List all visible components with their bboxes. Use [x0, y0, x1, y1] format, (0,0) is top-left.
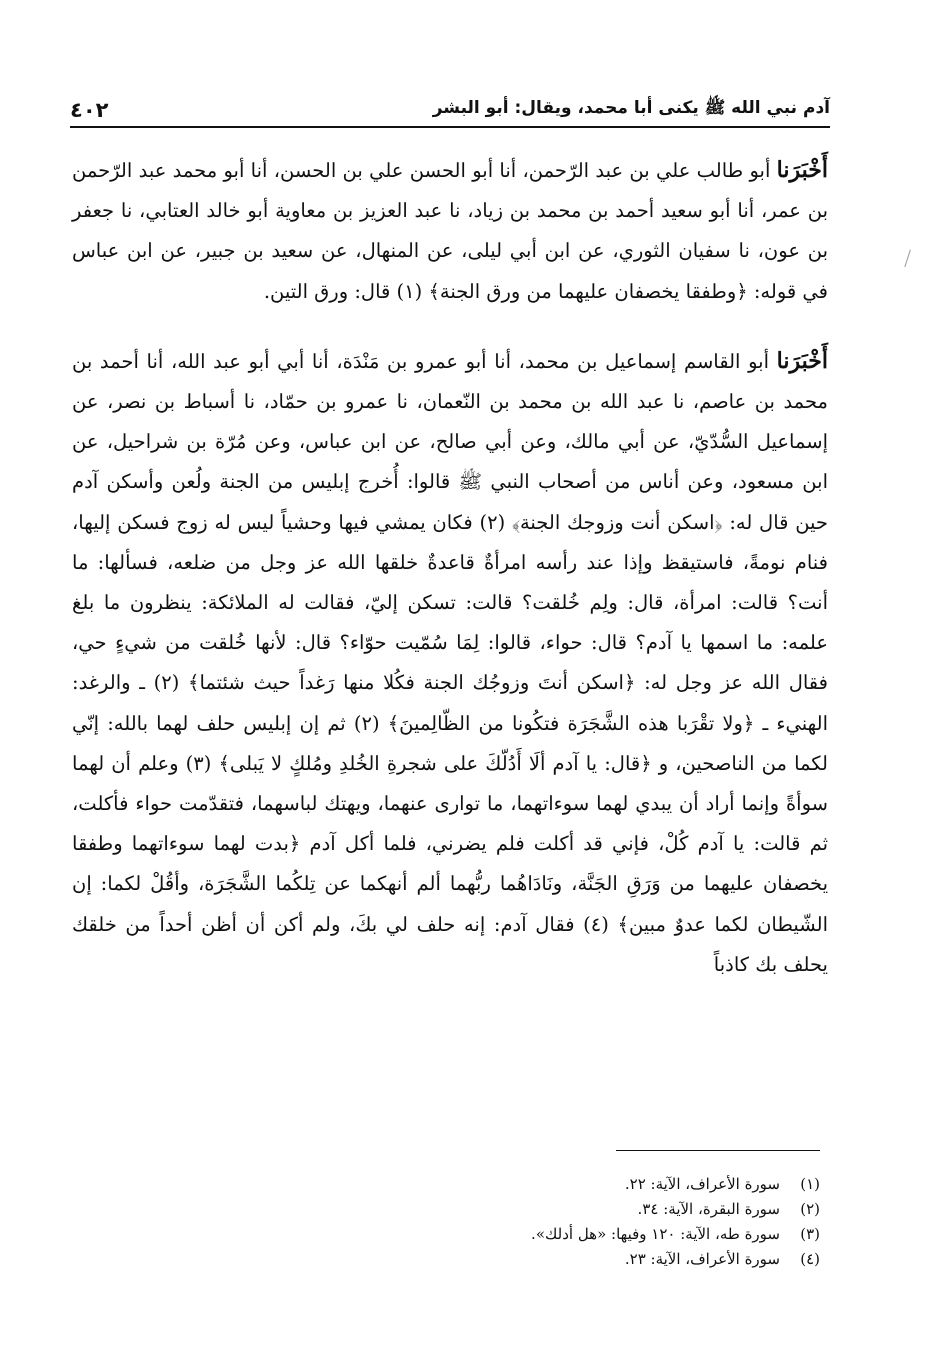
footnote-rule	[616, 1150, 820, 1151]
footnote-number: (٣)	[800, 1225, 820, 1243]
paragraph-1	[72, 150, 828, 312]
footnote-3	[72, 1222, 820, 1247]
footnote-number: (٤)	[800, 1250, 820, 1268]
footnote-text: سورة الأعراف، الآية: ٢٣.	[624, 1250, 780, 1268]
margin-mark	[904, 250, 914, 269]
footnote-number: (١)	[800, 1175, 820, 1193]
footnote-1	[72, 1172, 820, 1197]
footnote-number: (٢)	[800, 1200, 820, 1218]
footnote-4	[72, 1247, 820, 1272]
paragraph-text: أبو طالب علي بن عبد الرّحمن، أنا أبو الحسن علي بن الحسن، أنا أبو محمد عبد الرّحمن بن عمر، أنا أبو سعيد أحمد بن محمد بن زياد، نا عبد العزيز بن معاوية أبو خالد العتابي، نا جعفر بن عون، نا سفيان الثوري، عن ابن أبي ليلى، عن المنهال، عن سعيد بن جبير، عن ابن عباس في قوله: ﴿وطفقا يخصفان عليهما من ورق الجنة﴾ (١) قال: ورق التين.	[72, 159, 828, 303]
paragraph-2	[72, 341, 828, 985]
main-text	[72, 150, 828, 985]
footnote-text: سورة طه، الآية: ١٢٠ وفيها: «هل أدلك».	[531, 1225, 780, 1243]
header-title: آدم نبي الله ﷺ يكنى أبا محمد، ويقال: أبو البشر	[432, 98, 830, 118]
footnote-2	[72, 1197, 820, 1222]
paragraph-lead: أَخْبَرَنا	[776, 347, 828, 374]
footnote-text: سورة الأعراف، الآية: ٢٢.	[624, 1175, 780, 1193]
paragraph-text: أبو القاسم إسماعيل بن محمد، أنا أبو عمرو بن مَنْدَة، أنا أبي أبو عبد الله، أنا أحمد بن محمد بن عاصم، نا عبد الله بن محمد بن النّعمان، نا عمرو بن حمّاد، نا أسباط بن نصر، عن إسماعيل السُّدّيّ، عن أبي مالك، وعن أبي صالح، عن ابن عباس، وعن مُرّة بن شراحيل، عن ابن مسعود، وعن أناس من أصحاب النبي ﷺ قالوا: أُخرج إبليس من الجنة ولُعن وأسكن آدم حين قال له: ﴿اسكن أنت وزوجك الجنة﴾ (٢) فكان يمشي فيها وحشياً ليس له زوج فسكن إليها، فنام نومةً، فاستيقظ وإذا عند رأسه امرأةٌ قاعدةٌ خلقها الله عز وجل من ضلعه، فسألها: ما أنت؟ قالت: امرأة، قال: ولِم خُلقت؟ قالت: تسكن إليّ، فقالت له الملائكة: ينظرون ما بلغ علمه: ما اسمها يا آدم؟ قال: حواء، قالوا: لِمَا سُمّيت حوّاء؟ قال: لأنها خُلقت من شيءٍ حي، فقال الله عز وجل له: ﴿اسكن أنتَ وزوجُك الجنة فكُلا منها رَغداً حيث شئتما﴾ (٢) ـ والرغد: الهنيء ـ ﴿ولا تقْرَبا هذه الشَّجَرَة فتكُونا من الظّالِمينَ﴾ (٢) ثم إن إبليس حلف لهما بالله: إنّي لكما من الناصحين، و ﴿قال: يا آدم ألَا أَدُلّكَ على شجرةِ الخُلدِ ومُلكٍ لا يَبلى﴾ (٣) وعلم أن لهما سوأةً وإنما أراد أن يبدي لهما سوءاتهما، ما توارى عنهما، ويهتك لباسهما، فتقدّمت حواء فأكلت، ثم قالت: يا آدم كُلْ، فإني قد أكلت فلم يضرني، فلما أكل آدم ﴿بدت لهما سوءاتهما وطفقا يخصفان عليهما من وَرَقِ الجَنَّة، ونَادَاهُما ربُّهما ألم أنهكما عن تِلكُما الشَّجَرَة، وأقُلْ لكما: إن الشّيطان لكما عدوٌ مبين﴾ (٤) فقال آدم: إنه حلف لي بكَ، ولم أكن أن أظن أحداً من خلقك يحلف بك كاذباً	[72, 349, 828, 976]
running-header	[70, 86, 830, 122]
paragraph-lead: أَخْبَرَنا	[776, 157, 828, 183]
page-number: ٤٠٢	[70, 98, 109, 122]
footnotes	[72, 1172, 820, 1272]
footnote-text: سورة البقرة، الآية: ٣٤.	[637, 1200, 780, 1218]
header-rule	[70, 126, 830, 128]
